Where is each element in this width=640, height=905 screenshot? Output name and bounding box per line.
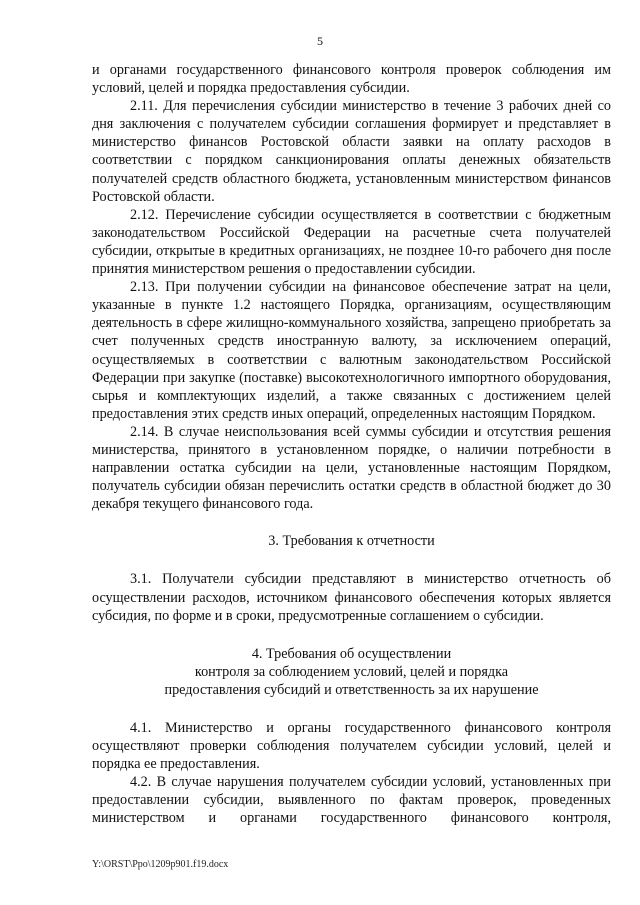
section-4-heading-line-3: предоставления субсидий и ответственность за их нарушение [164,681,539,698]
page-number: 5 [317,34,323,48]
paragraph-2-14: 2.14. В случае неиспользования всей суммы субсидии и отсутствия решения министерства, принятого в установленном порядке, о наличии потребности в направлении остатка субсидии на цели, установленные настоящим Порядком, получатель субсидии обязан перечислить остатки средств в областной бюджет до 30 декабря текущего финансового года. [92,423,611,513]
paragraph-continuation: и органами государственного финансового контроля проверок соблюдения им условий, целей и порядка предоставления субсидии. [92,62,611,97]
paragraph-4-2: 4.2. В случае нарушения получателем субсидии условий, установленных при предоставлении субсидии, выявленного по фактам проверок, проведенных министерством и органами государственного финансового контроля, [92,774,611,827]
section-3-heading: 3. Требования к отчетности [268,533,435,550]
paragraph-3-1: 3.1. Получатели субсидии представляют в министерство отчетность об осуществлении расходов, источником финансового обеспечения которых является субсидия, по форме и в сроки, предусмотренные соглашением о субсидии. [92,571,611,624]
paragraph-4-1: 4.1. Министерство и органы государственного финансового контроля осуществляют проверки соблюдения получателем субсидии условий, целей и порядка ее предоставления. [92,720,611,773]
paragraph-2-12: 2.12. Перечисление субсидии осуществляется в соответствии с бюджетным законодательством Российской Федерации на расчетные счета получателей субсидии, открытые в кредитных организациях, не позднее 10-го рабочего дня после принятия министерством решения о предоставлении субсидии. [92,206,611,278]
paragraph-2-11: 2.11. Для перечисления субсидии министерство в течение 3 рабочих дней со дня заключения с получателем субсидии соглашения формирует и представляет в министерство финансов Ростовской области заявки на оплату расходов в соответствии с порядком санкционирования оплаты денежных обязательств получателей средств областного бюджета, установленным министерством финансов Ростовской области. [92,98,611,205]
footer-file-path: Y:\ORST\Ppo\1209p901.f19.docx [92,859,229,870]
document-body [92,61,611,828]
section-4-heading [92,645,611,699]
paragraph-2-13: 2.13. При получении субсидии на финансовое обеспечение затрат на цели, указанные в пункте 1.2 настоящего Порядка, организациям, осуществляющим деятельность в сфере жилищно-коммунального хозяйства, запрещено приобретать за счет полученных средств иностранную валюту, за исключением операций, осуществляемых в соответствии с валютным законодательством Российской Федерации при закупке (поставке) высокотехнологичного импортного оборудования, сырья и комплектующих изделий, а также связанных с достижением целей предоставления этих средств иных операций, определенных настоящим Порядком. [92,279,611,422]
section-4-heading-line-2: контроля за соблюдением условий, целей и порядка [194,663,509,680]
section-4-heading-line-1: 4. Требования об осуществлении [251,645,452,662]
